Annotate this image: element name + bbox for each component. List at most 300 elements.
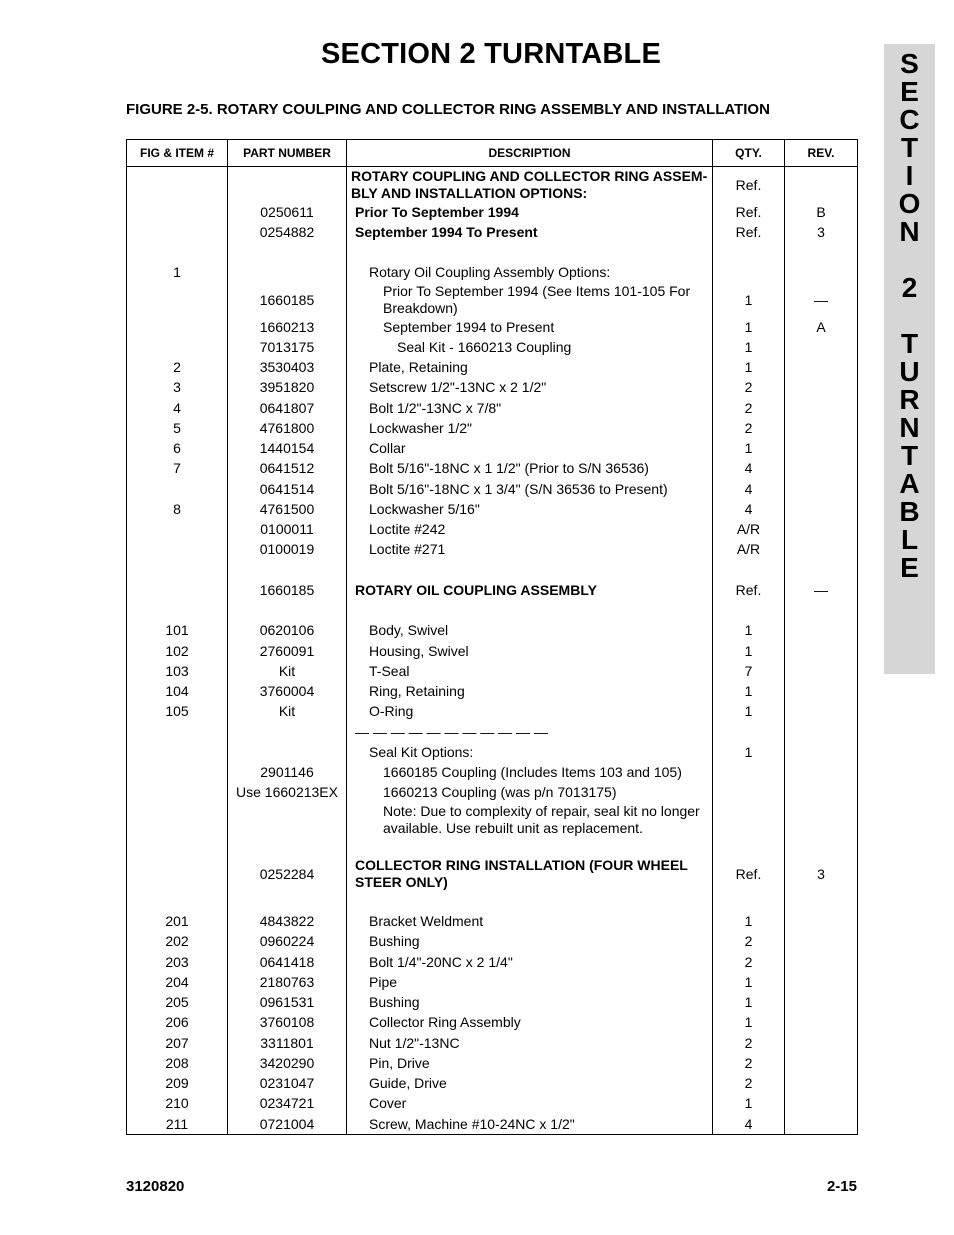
table-row bbox=[127, 1114, 858, 1135]
cell-part-number bbox=[228, 167, 347, 203]
cell-part-number bbox=[228, 837, 347, 857]
table-header-row bbox=[127, 140, 858, 167]
cell-qty bbox=[713, 243, 785, 263]
cell-rev bbox=[785, 1094, 858, 1114]
description-text: Note: Due to complexity of repair, seal kit no longer available. Use rebuilt unit as replacement. bbox=[383, 803, 700, 836]
description-text: 1660185 Coupling (Includes Items 103 and 105) bbox=[383, 764, 682, 781]
cell-description bbox=[347, 1074, 713, 1094]
cell-fig-item: 8 bbox=[127, 499, 228, 519]
cell-fig-item: 209 bbox=[127, 1074, 228, 1094]
table-row bbox=[127, 742, 858, 762]
cell-description bbox=[347, 702, 713, 722]
cell-description bbox=[347, 283, 713, 317]
description-text: Bushing bbox=[369, 994, 420, 1011]
cell-part-number: 0252284 bbox=[228, 857, 347, 891]
cell-part-number bbox=[228, 601, 347, 621]
cell-qty: 4 bbox=[713, 499, 785, 519]
cell-rev: — bbox=[785, 580, 858, 600]
table-row bbox=[127, 722, 858, 742]
cell-qty: A/R bbox=[713, 520, 785, 540]
cell-description bbox=[347, 202, 713, 222]
parts-table-body bbox=[127, 167, 858, 1135]
table-row bbox=[127, 520, 858, 540]
cell-part-number: 1440154 bbox=[228, 439, 347, 459]
side-tab-letter: T bbox=[900, 328, 919, 359]
side-tab-letter: N bbox=[899, 412, 920, 443]
side-tab-letter: 2 bbox=[901, 272, 918, 303]
cell-part-number: 2901146 bbox=[228, 763, 347, 783]
cell-part-number bbox=[228, 891, 347, 911]
cell-fig-item bbox=[127, 891, 228, 911]
cell-fig-item bbox=[127, 857, 228, 891]
cell-rev bbox=[785, 783, 858, 803]
cell-qty bbox=[713, 722, 785, 742]
cell-qty bbox=[713, 837, 785, 857]
description-text: Bracket Weldment bbox=[369, 913, 484, 930]
description-text: 1660213 Coupling (was p/n 7013175) bbox=[383, 784, 617, 801]
cell-part-number bbox=[228, 560, 347, 580]
table-row bbox=[127, 337, 858, 357]
cell-part-number: Use 1660213EX bbox=[228, 783, 347, 803]
cell-qty: 4 bbox=[713, 479, 785, 499]
cell-part-number: 1660185 bbox=[228, 283, 347, 317]
side-tab-letter: B bbox=[899, 496, 920, 527]
description-text: Bushing bbox=[369, 933, 420, 950]
cell-fig-item bbox=[127, 167, 228, 203]
table-row bbox=[127, 972, 858, 992]
table-row bbox=[127, 783, 858, 803]
cell-qty: 1 bbox=[713, 702, 785, 722]
cell-fig-item: 101 bbox=[127, 621, 228, 641]
cell-rev bbox=[785, 243, 858, 263]
cell-part-number: 0721004 bbox=[228, 1114, 347, 1135]
description-text: Prior To September 1994 bbox=[355, 203, 519, 220]
cell-fig-item bbox=[127, 763, 228, 783]
cell-description bbox=[347, 243, 713, 263]
cell-fig-item: 105 bbox=[127, 702, 228, 722]
cell-fig-item: 3 bbox=[127, 378, 228, 398]
cell-description bbox=[347, 891, 713, 911]
cell-qty bbox=[713, 601, 785, 621]
cell-description bbox=[347, 857, 713, 891]
table-row bbox=[127, 641, 858, 661]
description-text: Bolt 1/4"-20NC x 2 1/4" bbox=[369, 953, 513, 970]
cell-qty: 2 bbox=[713, 952, 785, 972]
cell-rev bbox=[785, 398, 858, 418]
cell-rev bbox=[785, 682, 858, 702]
table-row bbox=[127, 1013, 858, 1033]
cell-description bbox=[347, 317, 713, 337]
cell-qty: 2 bbox=[713, 398, 785, 418]
cell-fig-item bbox=[127, 202, 228, 222]
table-row bbox=[127, 243, 858, 263]
page-number: 2-15 bbox=[826, 1178, 857, 1195]
cell-part-number: 0641807 bbox=[228, 398, 347, 418]
cell-qty: 2 bbox=[713, 378, 785, 398]
cell-description bbox=[347, 722, 713, 742]
cell-description bbox=[347, 479, 713, 499]
table-row bbox=[127, 263, 858, 283]
header-rev: REV. bbox=[785, 140, 858, 167]
cell-rev bbox=[785, 763, 858, 783]
cell-description bbox=[347, 912, 713, 932]
cell-fig-item: 204 bbox=[127, 972, 228, 992]
table-row bbox=[127, 912, 858, 932]
cell-qty: 1 bbox=[713, 682, 785, 702]
cell-qty: Ref. bbox=[713, 580, 785, 600]
cell-rev bbox=[785, 263, 858, 283]
cell-fig-item bbox=[127, 580, 228, 600]
cell-part-number: 0620106 bbox=[228, 621, 347, 641]
table-row bbox=[127, 682, 858, 702]
cell-part-number: 0100019 bbox=[228, 540, 347, 560]
cell-fig-item: 7 bbox=[127, 459, 228, 479]
cell-description bbox=[347, 1053, 713, 1073]
cell-description bbox=[347, 418, 713, 438]
cell-rev bbox=[785, 661, 858, 681]
cell-fig-item bbox=[127, 222, 228, 242]
cell-qty: 4 bbox=[713, 1114, 785, 1135]
cell-rev bbox=[785, 439, 858, 459]
cell-fig-item bbox=[127, 540, 228, 560]
cell-qty bbox=[713, 560, 785, 580]
cell-description bbox=[347, 560, 713, 580]
cell-part-number: 1660185 bbox=[228, 580, 347, 600]
cell-qty bbox=[713, 783, 785, 803]
cell-qty: 1 bbox=[713, 317, 785, 337]
side-tab-letter: C bbox=[899, 104, 920, 135]
cell-qty: 2 bbox=[713, 1053, 785, 1073]
cell-description bbox=[347, 1094, 713, 1114]
table-row bbox=[127, 418, 858, 438]
document-number: 3120820 bbox=[126, 1178, 185, 1195]
table-row bbox=[127, 932, 858, 952]
table-row bbox=[127, 580, 858, 600]
table-row bbox=[127, 857, 858, 891]
cell-part-number: 2760091 bbox=[228, 641, 347, 661]
cell-part-number: 0100011 bbox=[228, 520, 347, 540]
side-tab-letter: N bbox=[899, 216, 920, 247]
cell-description bbox=[347, 763, 713, 783]
cell-fig-item bbox=[127, 283, 228, 317]
cell-description bbox=[347, 520, 713, 540]
cell-qty: 2 bbox=[713, 1074, 785, 1094]
side-tab-letter: R bbox=[899, 384, 920, 415]
table-row bbox=[127, 993, 858, 1013]
description-text: ROTARY COUPLING AND COLLECTOR RING ASSEM-BLY AND INSTALLATION OPTIONS: bbox=[351, 168, 708, 201]
side-tab-letter: I bbox=[905, 160, 914, 191]
description-text: Seal Kit - 1660213 Coupling bbox=[397, 338, 572, 355]
table-row bbox=[127, 317, 858, 337]
parts-table bbox=[126, 139, 858, 1135]
table-row bbox=[127, 702, 858, 722]
cell-part-number bbox=[228, 742, 347, 762]
description-text: ROTARY OIL COUPLING ASSEMBLY bbox=[355, 581, 597, 598]
table-row bbox=[127, 398, 858, 418]
cell-qty: Ref. bbox=[713, 167, 785, 203]
cell-description bbox=[347, 661, 713, 681]
description-text: Pin, Drive bbox=[369, 1054, 430, 1071]
table-row bbox=[127, 1033, 858, 1053]
cell-description bbox=[347, 837, 713, 857]
cell-rev bbox=[785, 621, 858, 641]
cell-fig-item bbox=[127, 317, 228, 337]
cell-rev bbox=[785, 702, 858, 722]
cell-description bbox=[347, 972, 713, 992]
cell-fig-item: 205 bbox=[127, 993, 228, 1013]
table-row bbox=[127, 891, 858, 911]
table-row bbox=[127, 1053, 858, 1073]
cell-description bbox=[347, 742, 713, 762]
description-text: Loctite #271 bbox=[369, 541, 446, 558]
cell-part-number: 3760108 bbox=[228, 1013, 347, 1033]
cell-part-number bbox=[228, 803, 347, 837]
cell-description bbox=[347, 358, 713, 378]
cell-description bbox=[347, 263, 713, 283]
cell-qty: 1 bbox=[713, 283, 785, 317]
section-side-tab bbox=[884, 44, 935, 674]
cell-description bbox=[347, 167, 713, 203]
cell-fig-item bbox=[127, 837, 228, 857]
cell-fig-item bbox=[127, 722, 228, 742]
description-text: Setscrew 1/2"-13NC x 2 1/2" bbox=[369, 379, 547, 396]
cell-rev: 3 bbox=[785, 857, 858, 891]
cell-description bbox=[347, 222, 713, 242]
side-tab-letter: T bbox=[900, 132, 919, 163]
cell-fig-item bbox=[127, 803, 228, 837]
figure-title: FIGURE 2-5. ROTARY COULPING AND COLLECTOR RING ASSEMBLY AND INSTALLATION bbox=[126, 101, 770, 118]
table-row bbox=[127, 358, 858, 378]
cell-qty: 1 bbox=[713, 993, 785, 1013]
cell-rev bbox=[785, 1053, 858, 1073]
cell-description bbox=[347, 439, 713, 459]
cell-fig-item bbox=[127, 243, 228, 263]
cell-description bbox=[347, 641, 713, 661]
cell-rev bbox=[785, 1013, 858, 1033]
cell-rev bbox=[785, 418, 858, 438]
description-text: Ring, Retaining bbox=[369, 683, 465, 700]
cell-rev bbox=[785, 641, 858, 661]
cell-description bbox=[347, 621, 713, 641]
cell-part-number: 1660213 bbox=[228, 317, 347, 337]
cell-rev bbox=[785, 378, 858, 398]
cell-part-number: 3951820 bbox=[228, 378, 347, 398]
description-text: Pipe bbox=[369, 973, 398, 990]
cell-qty: Ref. bbox=[713, 202, 785, 222]
cell-qty: Ref. bbox=[713, 857, 785, 891]
cell-part-number: 4761500 bbox=[228, 499, 347, 519]
description-text: Housing, Swivel bbox=[369, 642, 469, 659]
cell-rev bbox=[785, 358, 858, 378]
cell-description bbox=[347, 378, 713, 398]
cell-fig-item bbox=[127, 560, 228, 580]
cell-rev bbox=[785, 540, 858, 560]
description-text: Lockwasher 1/2" bbox=[369, 419, 473, 436]
cell-part-number: 3420290 bbox=[228, 1053, 347, 1073]
table-row bbox=[127, 167, 858, 203]
cell-qty: 1 bbox=[713, 742, 785, 762]
cell-rev: B bbox=[785, 202, 858, 222]
cell-fig-item: 201 bbox=[127, 912, 228, 932]
cell-fig-item: 206 bbox=[127, 1013, 228, 1033]
table-row bbox=[127, 378, 858, 398]
description-text: Screw, Machine #10-24NC x 1/2" bbox=[369, 1115, 575, 1132]
cell-qty: 1 bbox=[713, 1013, 785, 1033]
description-text: Nut 1/2"-13NC bbox=[369, 1034, 460, 1051]
cell-part-number: 2180763 bbox=[228, 972, 347, 992]
description-text: Collector Ring Assembly bbox=[369, 1014, 521, 1031]
header-description: DESCRIPTION bbox=[347, 140, 713, 167]
description-text: Guide, Drive bbox=[369, 1075, 447, 1092]
cell-qty: A/R bbox=[713, 540, 785, 560]
cell-description bbox=[347, 1013, 713, 1033]
cell-fig-item: 208 bbox=[127, 1053, 228, 1073]
cell-fig-item: 4 bbox=[127, 398, 228, 418]
cell-description bbox=[347, 601, 713, 621]
cell-rev bbox=[785, 837, 858, 857]
cell-rev bbox=[785, 1114, 858, 1135]
cell-rev bbox=[785, 952, 858, 972]
cell-part-number: Kit bbox=[228, 661, 347, 681]
cell-part-number: 4761800 bbox=[228, 418, 347, 438]
table-row bbox=[127, 479, 858, 499]
cell-rev bbox=[785, 499, 858, 519]
cell-qty bbox=[713, 263, 785, 283]
cell-description bbox=[347, 580, 713, 600]
cell-qty: 1 bbox=[713, 337, 785, 357]
cell-rev bbox=[785, 1074, 858, 1094]
cell-rev bbox=[785, 459, 858, 479]
cell-qty: 1 bbox=[713, 1094, 785, 1114]
cell-rev bbox=[785, 479, 858, 499]
cell-rev bbox=[785, 932, 858, 952]
table-row bbox=[127, 803, 858, 837]
cell-fig-item: 6 bbox=[127, 439, 228, 459]
cell-rev bbox=[785, 891, 858, 911]
description-text: Prior To September 1994 (See Items 101-105 For Breakdown) bbox=[383, 283, 691, 316]
cell-fig-item: 104 bbox=[127, 682, 228, 702]
header-part-number: PART NUMBER bbox=[228, 140, 347, 167]
cell-fig-item: 210 bbox=[127, 1094, 228, 1114]
cell-rev bbox=[785, 337, 858, 357]
side-tab-letter: S bbox=[900, 48, 919, 79]
cell-rev bbox=[785, 803, 858, 837]
cell-part-number: 3760004 bbox=[228, 682, 347, 702]
description-text: T-Seal bbox=[369, 662, 410, 679]
cell-qty: 4 bbox=[713, 459, 785, 479]
cell-description bbox=[347, 1033, 713, 1053]
cell-rev: — bbox=[785, 283, 858, 317]
cell-fig-item: 1 bbox=[127, 263, 228, 283]
side-tab-letter: L bbox=[900, 524, 919, 555]
description-text: Loctite #242 bbox=[369, 521, 446, 538]
table-row bbox=[127, 952, 858, 972]
table-row bbox=[127, 540, 858, 560]
description-text: Plate, Retaining bbox=[369, 359, 468, 376]
cell-rev bbox=[785, 1033, 858, 1053]
cell-description bbox=[347, 932, 713, 952]
cell-description bbox=[347, 398, 713, 418]
cell-fig-item: 103 bbox=[127, 661, 228, 681]
description-text: O-Ring bbox=[369, 703, 414, 720]
cell-description bbox=[347, 783, 713, 803]
cell-fig-item: 207 bbox=[127, 1033, 228, 1053]
side-tab-letter: E bbox=[900, 552, 919, 583]
description-text: Lockwasher 5/16" bbox=[369, 500, 480, 517]
cell-fig-item: 102 bbox=[127, 641, 228, 661]
cell-description bbox=[347, 459, 713, 479]
cell-part-number: 0641418 bbox=[228, 952, 347, 972]
cell-qty: 1 bbox=[713, 358, 785, 378]
cell-part-number: 0641514 bbox=[228, 479, 347, 499]
cell-part-number: 0231047 bbox=[228, 1074, 347, 1094]
cell-qty: 1 bbox=[713, 439, 785, 459]
cell-rev bbox=[785, 742, 858, 762]
cell-part-number bbox=[228, 722, 347, 742]
cell-part-number: 4843822 bbox=[228, 912, 347, 932]
cell-part-number: Kit bbox=[228, 702, 347, 722]
table-row bbox=[127, 283, 858, 317]
description-text: September 1994 to Present bbox=[383, 318, 555, 335]
table-row bbox=[127, 1074, 858, 1094]
cell-description bbox=[347, 993, 713, 1013]
section-title: SECTION 2 TURNTABLE bbox=[321, 38, 661, 70]
cell-part-number: 0250611 bbox=[228, 202, 347, 222]
cell-rev bbox=[785, 912, 858, 932]
cell-part-number bbox=[228, 263, 347, 283]
cell-rev bbox=[785, 560, 858, 580]
cell-description bbox=[347, 540, 713, 560]
description-text: COLLECTOR RING INSTALLATION (FOUR WHEEL STEER ONLY) bbox=[355, 857, 688, 891]
cell-fig-item bbox=[127, 742, 228, 762]
cell-qty: 1 bbox=[713, 621, 785, 641]
cell-description bbox=[347, 803, 713, 837]
cell-description bbox=[347, 1114, 713, 1135]
description-text: Bolt 5/16"-18NC x 1 3/4" (S/N 36536 to Present) bbox=[369, 480, 668, 497]
header-qty: QTY. bbox=[713, 140, 785, 167]
cell-qty: 7 bbox=[713, 661, 785, 681]
table-row bbox=[127, 459, 858, 479]
cell-qty: 2 bbox=[713, 418, 785, 438]
table-row bbox=[127, 601, 858, 621]
table-row bbox=[127, 1094, 858, 1114]
cell-part-number: 3311801 bbox=[228, 1033, 347, 1053]
cell-qty: 1 bbox=[713, 912, 785, 932]
cell-part-number: 7013175 bbox=[228, 337, 347, 357]
cell-fig-item: 202 bbox=[127, 932, 228, 952]
cell-fig-item bbox=[127, 479, 228, 499]
description-text: Body, Swivel bbox=[369, 622, 449, 639]
description-text: Rotary Oil Coupling Assembly Options: bbox=[369, 264, 611, 281]
cell-fig-item: 5 bbox=[127, 418, 228, 438]
table-row bbox=[127, 661, 858, 681]
cell-qty: 2 bbox=[713, 932, 785, 952]
cell-rev bbox=[785, 972, 858, 992]
description-text: — — — — — — — — — — — bbox=[355, 723, 548, 740]
side-tab-letter: O bbox=[898, 188, 921, 219]
cell-part-number: 0254882 bbox=[228, 222, 347, 242]
side-tab-letters bbox=[884, 50, 935, 582]
cell-fig-item: 211 bbox=[127, 1114, 228, 1135]
cell-qty bbox=[713, 803, 785, 837]
cell-qty bbox=[713, 763, 785, 783]
cell-part-number: 0234721 bbox=[228, 1094, 347, 1114]
header-fig-item: FIG & ITEM # bbox=[127, 140, 228, 167]
cell-part-number bbox=[228, 243, 347, 263]
description-text: Collar bbox=[369, 440, 406, 457]
cell-rev bbox=[785, 520, 858, 540]
cell-rev bbox=[785, 167, 858, 203]
